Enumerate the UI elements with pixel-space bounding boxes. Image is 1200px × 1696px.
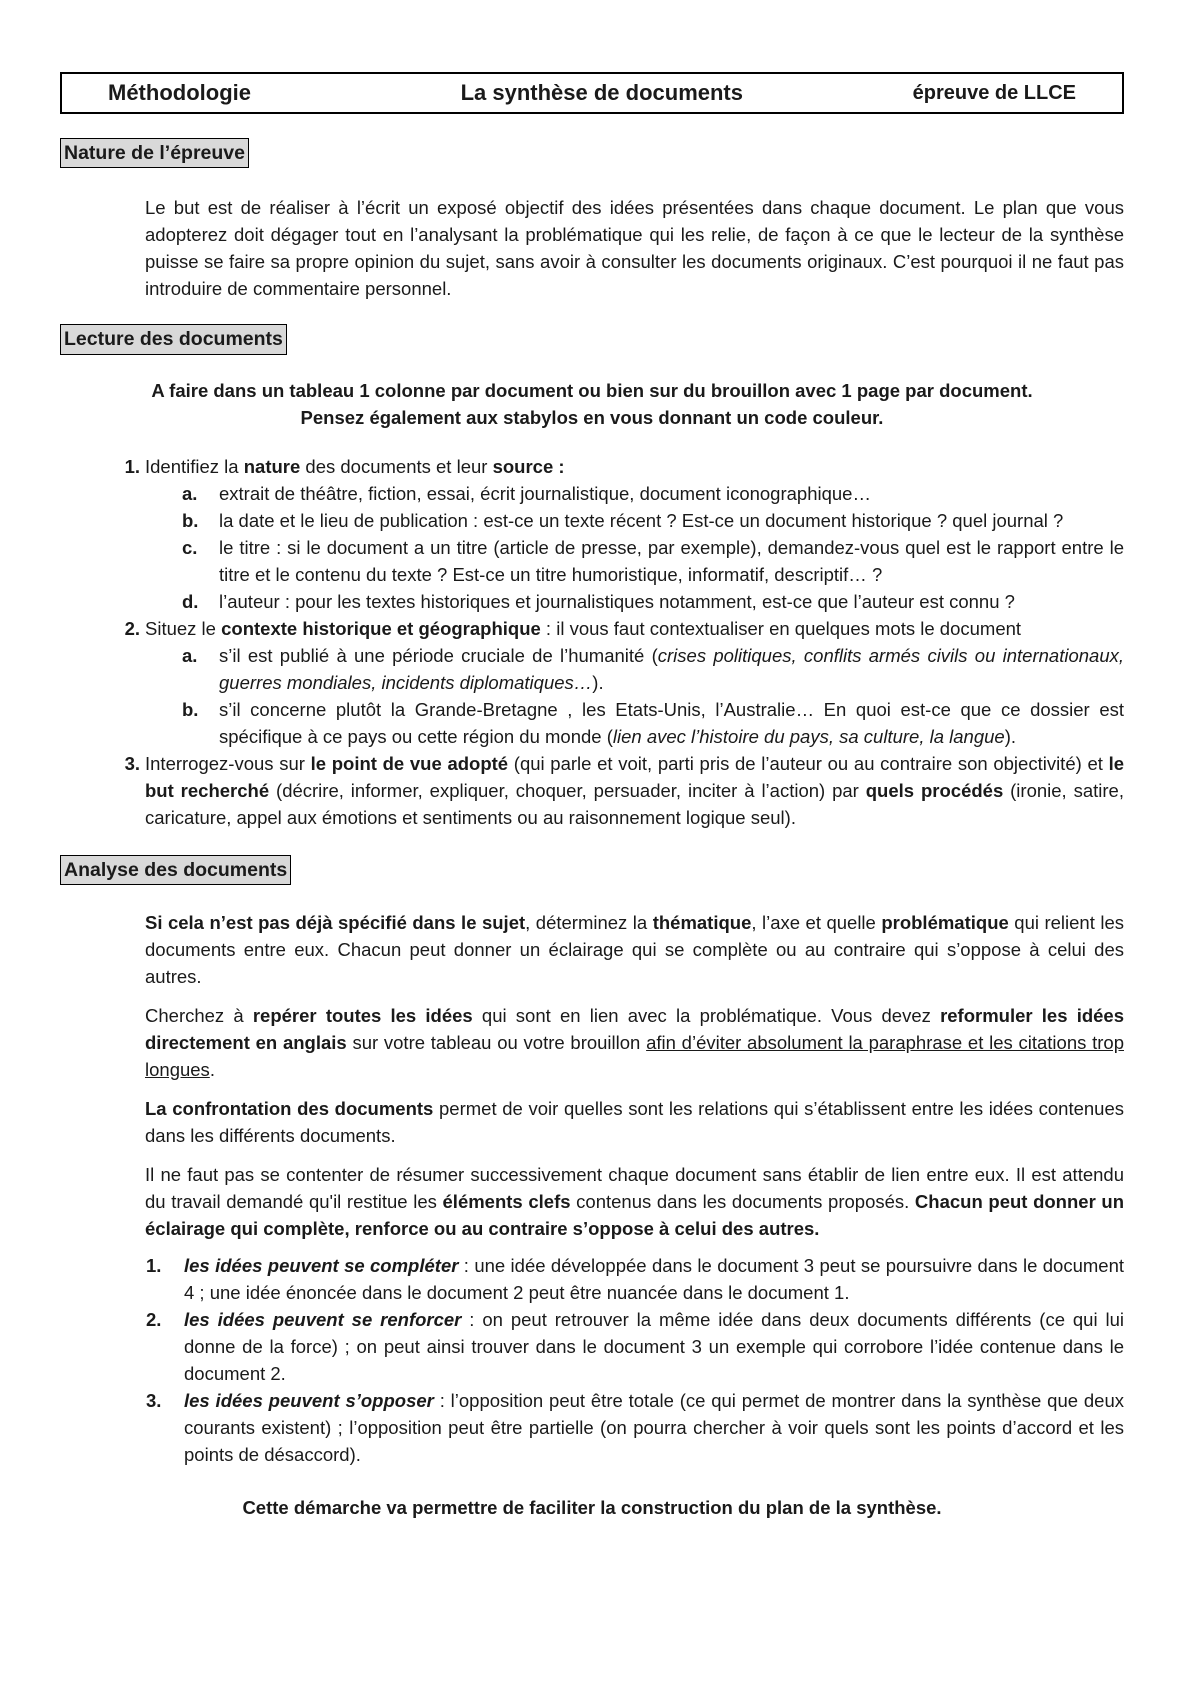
text: . <box>209 1059 215 1081</box>
sub-text: s’il est publié à une période cruciale de l’humanité ( <box>219 644 658 666</box>
item-text: : une idée développée dans le document 3 peut se poursuivre dans le document 4 ; une idée énoncée dans le document 2 peut être nuancée dans le document 1. <box>184 1255 1124 1304</box>
text: , déterminez la <box>525 912 653 934</box>
sub-item <box>60 507 1124 534</box>
header-left: Méthodologie <box>108 80 251 105</box>
item-text: (qui parle et voit, parti pris de l’auteur ou au contraire son objectivité) et <box>508 752 1109 774</box>
text: contenus dans les documents proposés. <box>570 1191 915 1213</box>
sub-text: la date et le lieu de publication : est-ce un texte récent ? Est-ce un document historique ? quel journal ? <box>219 509 1064 531</box>
analyse-paragraph-3 <box>145 1095 1124 1149</box>
text: , l’axe et quelle <box>751 912 882 934</box>
list-item <box>60 1252 1124 1306</box>
list-item <box>60 615 1124 642</box>
list-item <box>60 453 1124 480</box>
header-right: épreuve de LLCE <box>912 81 1076 104</box>
section-title-nature: Nature de l’épreuve <box>60 138 249 168</box>
document-page <box>60 72 1124 1521</box>
sub-letter: a. <box>182 644 198 666</box>
analyse-paragraph-1 <box>145 909 1124 990</box>
lecture-intro <box>60 377 1124 431</box>
item-text: des documents et leur <box>300 455 493 477</box>
text: qui relient les documents entre eux. Chacun peut donner un éclairage qui se complète ou au contraire qui s’oppose à celui des autres. <box>145 912 1124 988</box>
underlined-text: afin d’éviter absolument la paraphrase et les citations trop longues <box>145 1032 1124 1081</box>
lecture-intro-line2: Pensez également aux stabylos en vous donnant un code couleur. <box>300 406 884 428</box>
sub-text: ). <box>592 671 604 693</box>
bold-text: Chacun peut donner un éclairage qui complète, renforce ou au contraire s’oppose à celui des autres. <box>145 1191 1124 1240</box>
sub-item <box>60 588 1124 615</box>
analyse-list <box>60 1252 1124 1468</box>
header-title: La synthèse de documents <box>460 80 743 105</box>
sub-letter: d. <box>182 590 199 612</box>
bold-text: éléments clefs <box>442 1191 571 1213</box>
item-bold: source : <box>492 455 565 477</box>
item-number: 3. <box>124 752 140 774</box>
item-number: 1. <box>146 1255 162 1277</box>
text: permet de voir quelles sont les relations qui s’établissent entre les idées contenues dans les différents documents. <box>145 1098 1124 1147</box>
bold-text: reformuler les idées directement en anglais <box>145 1005 1124 1054</box>
item-text: : il vous faut contextualiser en quelques mots le document <box>540 617 1022 639</box>
item-number: 2. <box>124 617 140 639</box>
sub-text: extrait de théâtre, fiction, essai, écrit journalistique, document iconographique… <box>219 482 871 504</box>
item-bold-italic: les idées peuvent se renforcer <box>184 1309 462 1331</box>
text: qui sont en lien avec la problématique. Vous devez <box>472 1005 941 1027</box>
item-bold-italic: les idées peuvent se compléter <box>184 1255 459 1277</box>
conclusion: Cette démarche va permettre de faciliter la construction du plan de la synthèse. <box>242 1497 942 1519</box>
sub-text: s’il concerne plutôt la Grande-Bretagne , les Etats-Unis, l’Australie… En quoi est-ce que ce dossier est spécifique à ce pays ou cette région du monde ( <box>219 698 1124 747</box>
sub-letter: c. <box>182 536 198 558</box>
sub-italic: lien avec l’histoire du pays, sa culture, la langue <box>612 725 1005 747</box>
item-number: 2. <box>146 1309 162 1331</box>
bold-text: problématique <box>881 912 1009 934</box>
bold-text: thématique <box>652 912 752 934</box>
sub-text: le titre : si le document a un titre (article de presse, par exemple), demandez-vous quel est le rapport entre le titre et le contenu du texte ? Est-ce un titre humoristique, informatif, descriptif… ? <box>219 536 1124 585</box>
section-analyse <box>60 855 1124 1521</box>
item-text: Situez le <box>145 617 222 639</box>
item-text: : on peut retrouver la même idée dans deux documents différents (ce qui lui donne de la force) ; on peut ainsi trouver dans le document 3 un exemple qui corrobore l’idée contenue dans le document 2. <box>184 1309 1124 1385</box>
section-lecture <box>60 324 1124 830</box>
item-text: Interrogez-vous sur <box>145 752 311 774</box>
item-bold-italic: les idées peuvent s’opposer <box>184 1390 434 1412</box>
section-nature <box>60 138 1124 302</box>
bold-text: repérer toutes les idées <box>252 1005 473 1027</box>
item-text: (décrire, informer, expliquer, choquer, persuader, inciter à l’action) par <box>269 779 866 801</box>
sub-italic: crises politiques, conflits armés civils ou internationaux, guerres mondiales, incidents diplomatiques… <box>219 644 1125 693</box>
item-bold: nature <box>243 455 301 477</box>
list-item <box>60 1387 1124 1468</box>
nature-paragraph: Le but est de réaliser à l’écrit un exposé objectif des idées présentées dans chaque document. Le plan que vous adopterez doit dégager tout en l’analysant la problématique qui les relie, de façon à ce que le lecteur de la synthèse puisse se faire sa propre opinion du sujet, sans avoir à consulter les documents originaux. C’est pourquoi il ne faut pas introduire de commentaire personnel. <box>145 197 1124 300</box>
text: Cherchez à <box>145 1005 253 1027</box>
sub-letter: a. <box>182 482 198 504</box>
text: sur votre tableau ou votre brouillon <box>346 1032 647 1054</box>
item-text: : l’opposition peut être totale (ce qui permet de montrer dans la synthèse que deux courants existent) ; l’opposition peut être partielle (on pourra chercher à voir quels sont les points d’accord et les points de désaccord). <box>184 1390 1124 1466</box>
sub-item <box>60 696 1124 750</box>
sub-item <box>60 480 1124 507</box>
sub-item <box>60 534 1124 588</box>
lecture-intro-line1: A faire dans un tableau 1 colonne par document ou bien sur du brouillon avec 1 page par document. <box>151 379 1033 401</box>
text: Il ne faut pas se contenter de résumer successivement chaque document sans établir de lien entre eux. Il est attendu du travail demandé qu'il restitue les <box>145 1164 1124 1213</box>
item-text: (ironie, satire, caricature, appel aux émotions et sentiments ou au raisonnement logique seul). <box>145 779 1124 828</box>
bold-text: La confrontation des documents <box>145 1098 434 1120</box>
item-bold: le but recherché <box>145 752 1124 801</box>
sub-item <box>60 642 1124 696</box>
item-bold: contexte historique et géographique <box>221 617 541 639</box>
analyse-paragraph-2 <box>145 1002 1124 1083</box>
section-title-lecture: Lecture des documents <box>60 324 287 354</box>
item-bold: quels procédés <box>865 779 1004 801</box>
item-text: Identifiez la <box>145 455 244 477</box>
list-item <box>60 1306 1124 1387</box>
item-bold: le point de vue adopté <box>310 752 509 774</box>
section-title-analyse: Analyse des documents <box>60 855 291 885</box>
item-number: 3. <box>146 1390 162 1412</box>
lecture-list <box>60 453 1124 831</box>
bold-text: Si cela n’est pas déjà spécifié dans le sujet <box>145 912 526 934</box>
item-number: 1. <box>124 455 140 477</box>
sub-letter: b. <box>182 509 199 531</box>
list-item <box>60 750 1124 831</box>
document-header <box>60 72 1124 114</box>
analyse-paragraph-4 <box>145 1161 1124 1242</box>
sub-text: ). <box>1004 725 1017 747</box>
sub-letter: b. <box>182 698 199 720</box>
sub-text: l’auteur : pour les textes historiques et journalistiques notamment, est-ce que l’auteur est connu ? <box>219 590 1015 612</box>
